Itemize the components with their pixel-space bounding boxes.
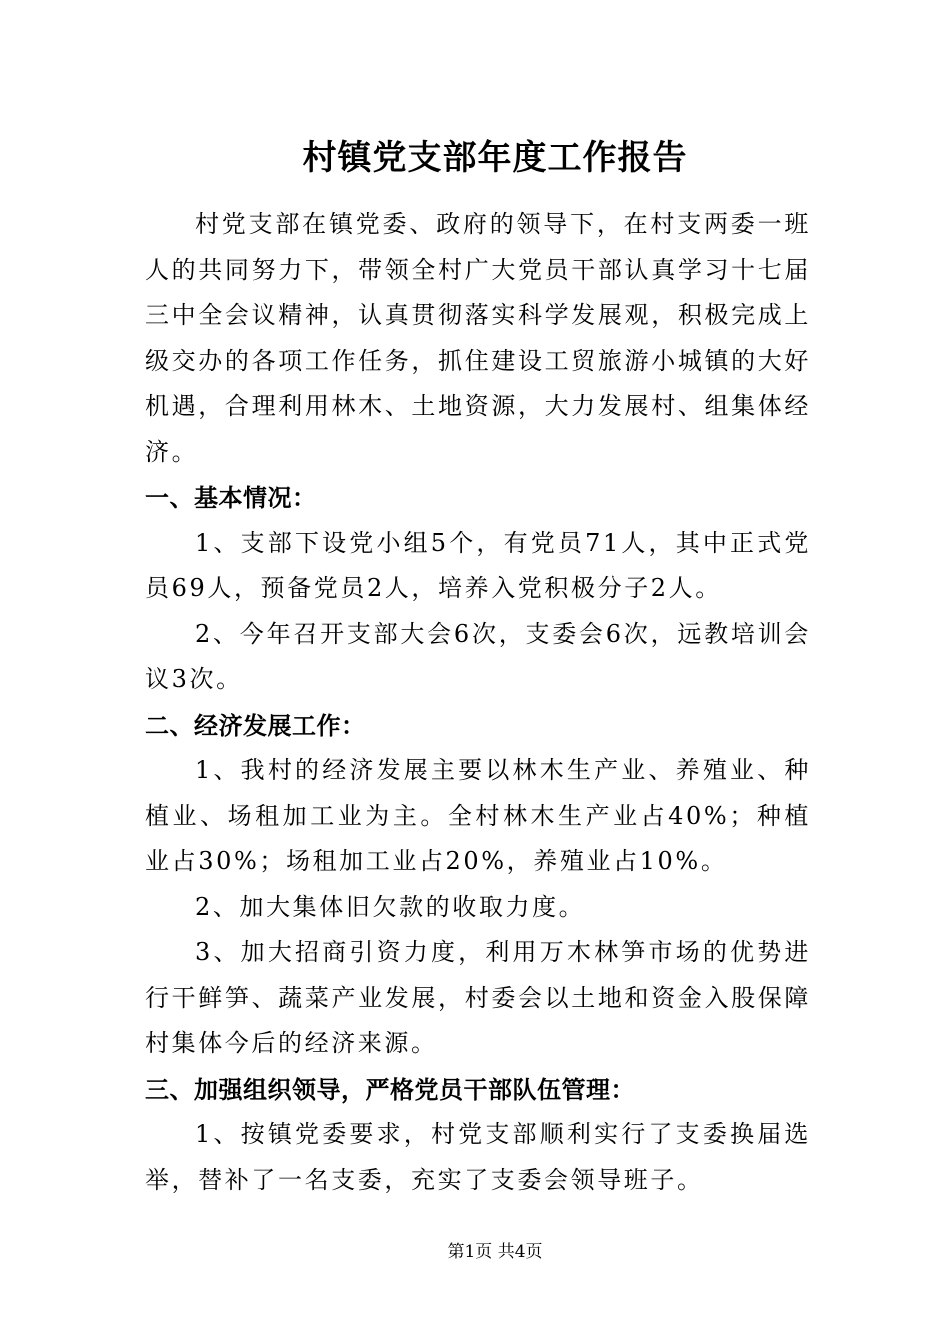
- section-economic-development: [145, 703, 811, 1067]
- section-item: 1、我村的经济发展主要以林木生产业、养殖业、种植业、场租加工业为主。全村林木生产业占40%；种植业占30%；场租加工业占20%，养殖业占10%。: [145, 756, 811, 875]
- section-item: 1、按镇党委要求，村党支部顺利实行了支委换届选举，替补了一名支委，充实了支委会领导班子。: [145, 1120, 811, 1194]
- document-title: 村镇党支部年度工作报告: [302, 138, 688, 178]
- page-footer: 第1页 共4页: [447, 1242, 543, 1262]
- intro-paragraph: 村党支部在镇党委、政府的领导下，在村支两委一班人的共同努力下，带领全村广大党员干部认真学习十七届三中全会议精神，认真贯彻落实科学发展观，积极完成上级交办的各项工作任务，抓住建设工贸旅游小城镇的大好机遇，合理利用林木、土地资源，大力发展村、组集体经济。: [145, 210, 811, 466]
- section-organization-leadership: [145, 1067, 811, 1204]
- section-heading: 三、加强组织领导，严格党员干部队伍管理：: [145, 1074, 635, 1104]
- section-item: 2、今年召开支部大会6次，支委会6次，远教培训会议3次。: [145, 619, 811, 693]
- section-item: 3、加大招商引资力度，利用万木林笋市场的优势进行干鲜笋、蔬菜产业发展，村委会以土地和资金入股保障村集体今后的经济来源。: [145, 938, 811, 1057]
- section-heading: 一、基本情况：: [145, 483, 317, 512]
- section-item: 1、支部下设党小组5个，有党员71人，其中正式党员69人，预备党员2人，培养入党积极分子2人。: [145, 528, 811, 602]
- document-body: [145, 202, 811, 1203]
- section-item: 2、加大集体旧欠款的收取力度。: [195, 892, 586, 921]
- section-basic-info: [145, 475, 811, 703]
- section-heading: 二、经济发展工作：: [145, 710, 366, 740]
